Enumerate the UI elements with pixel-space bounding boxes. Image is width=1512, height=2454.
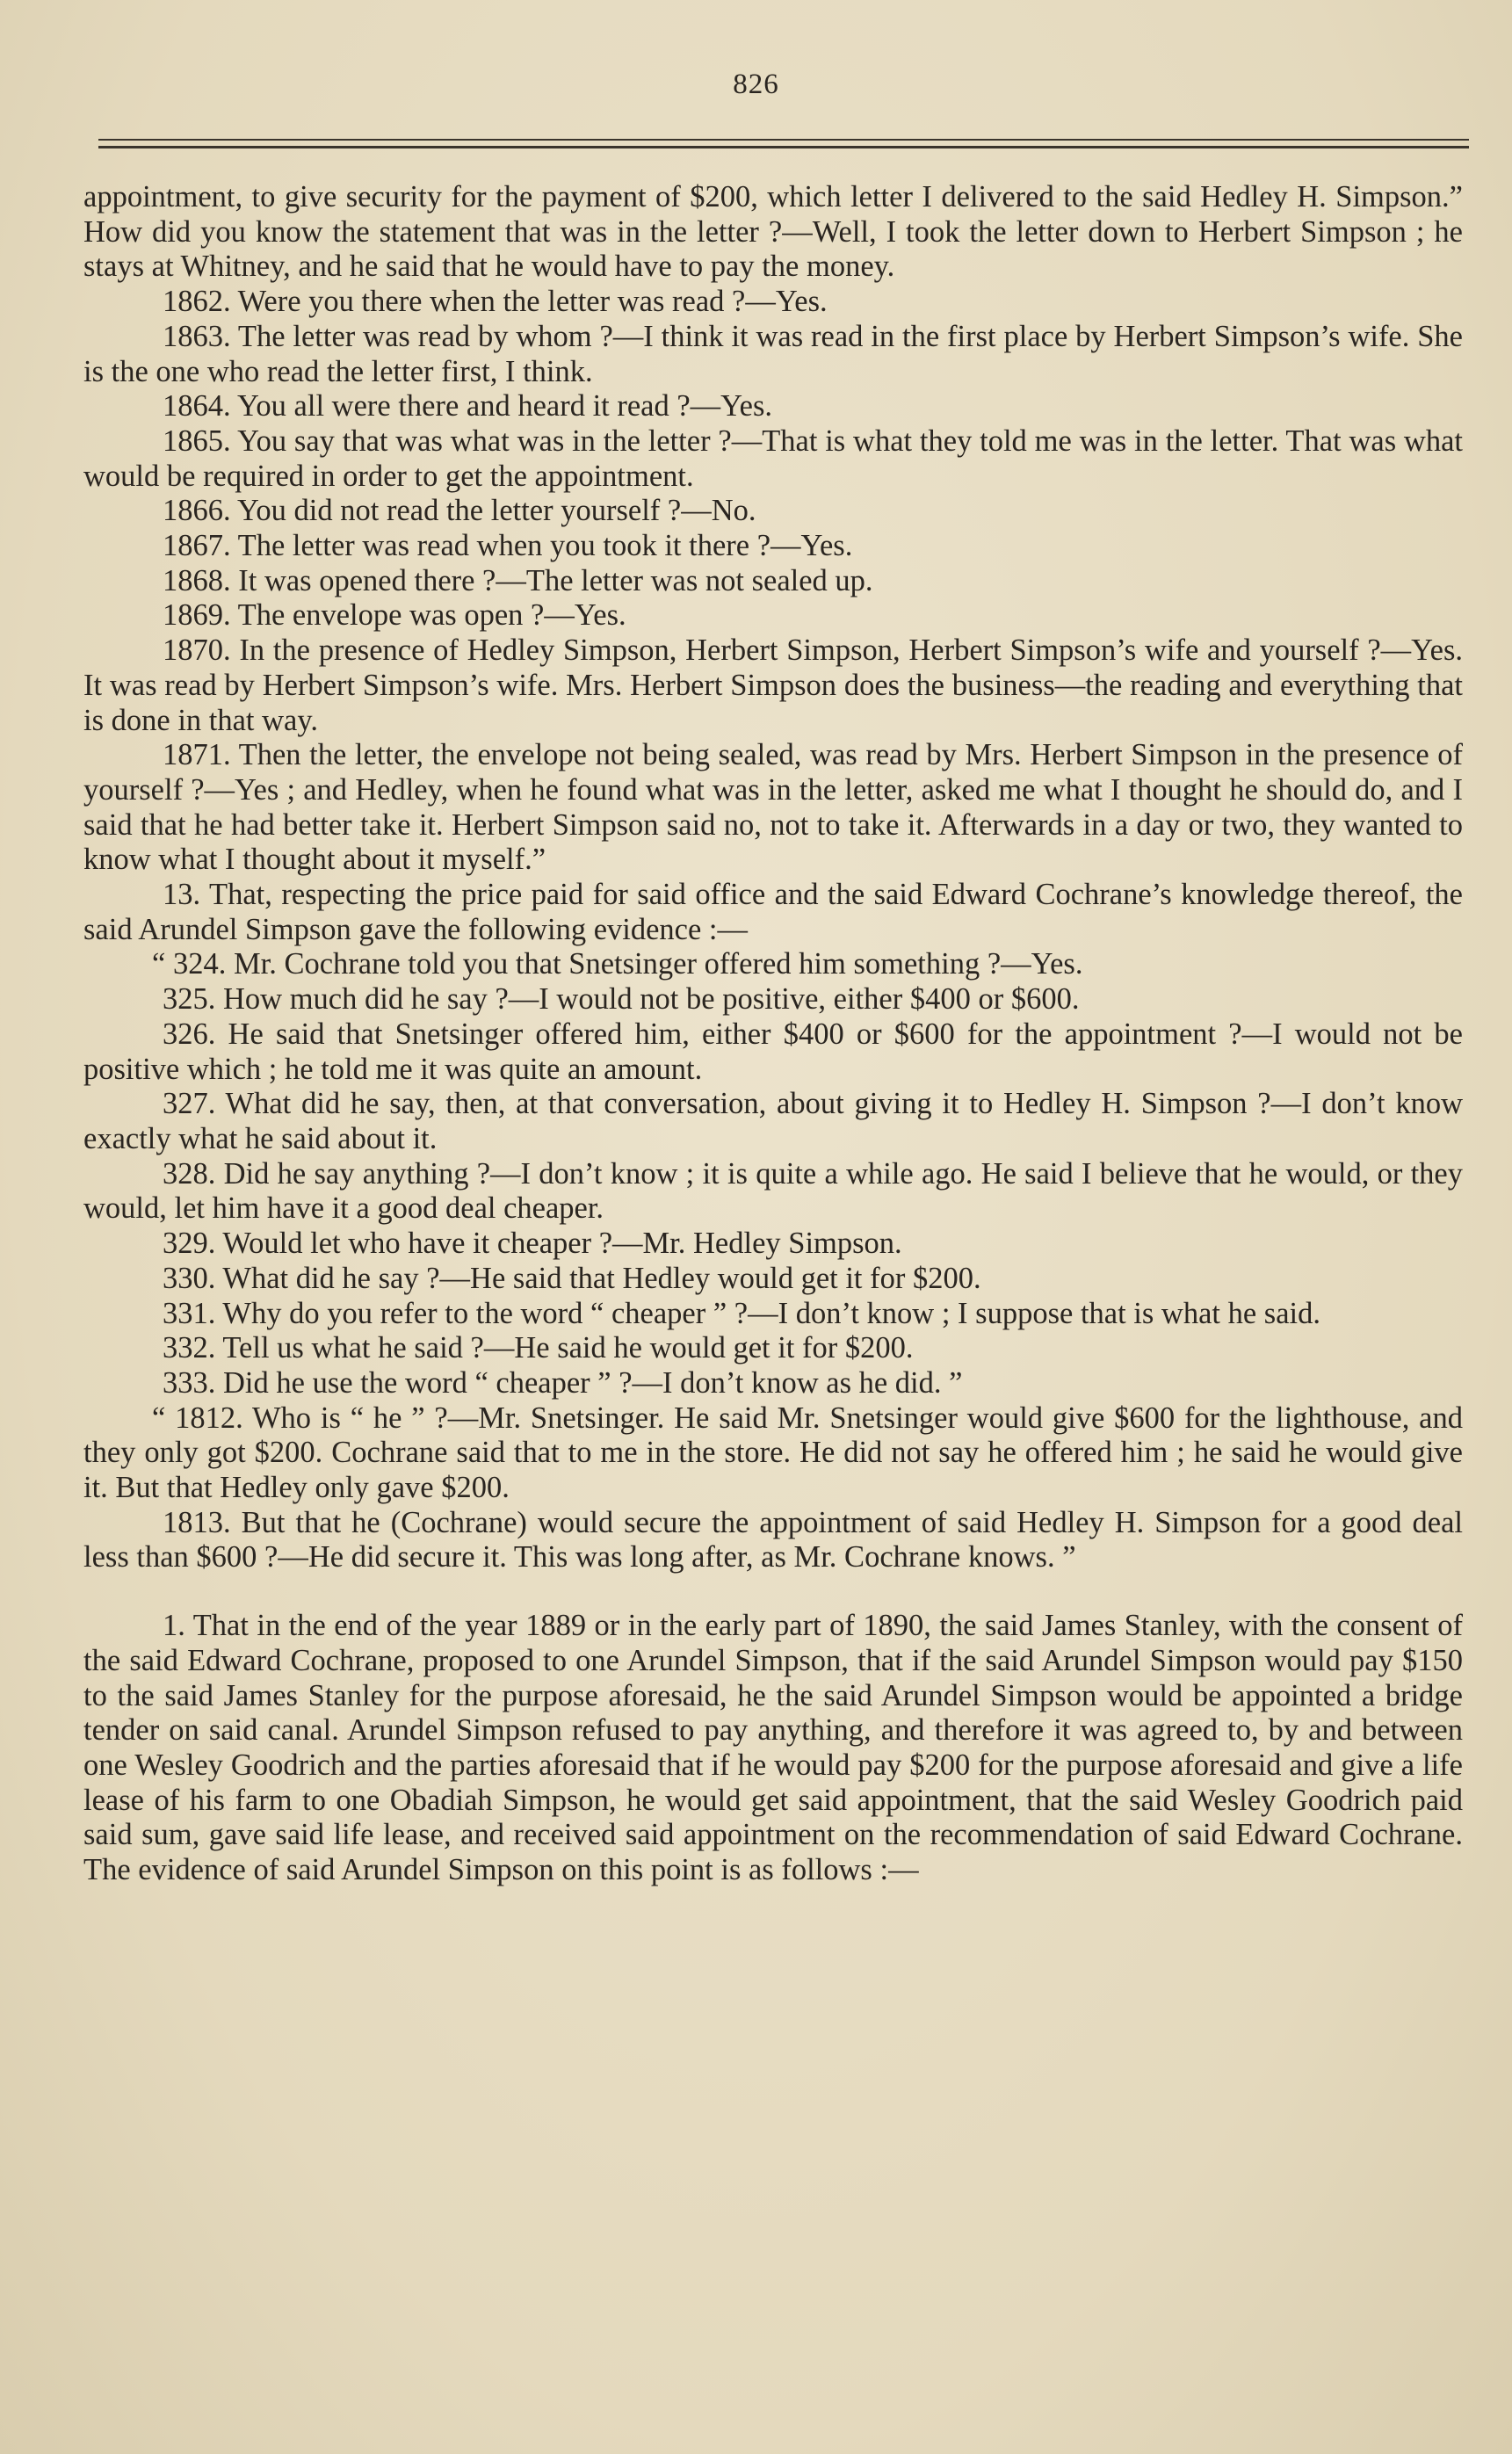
paragraph-1868: 1868. It was opened there ?—The letter was not sealed up. (163, 563, 873, 597)
paragraph-1865: 1865. You say that was what was in the letter ?—That is what they told me was in the letter. That was what would be required in order to get the appointment. (83, 423, 1463, 493)
paragraph-1866: 1866. You did not read the letter yourself ?—No. (163, 494, 756, 528)
paragraph-329: 329. Would let who have it cheaper ?—Mr. Hedley Simpson. (163, 1227, 902, 1261)
paragraph-333: 333. Did he use the word “ cheaper ” ?—I don’t know as he did. ” (163, 1365, 963, 1400)
paragraph-332: 332. Tell us what he said ?—He said he would get it for $200. (163, 1331, 914, 1365)
paragraph-continuation: appointment, to give security for the payment of $200, which letter I delivered to the said Hedley H. Simpson.” How did you know the statement that was in the letter ?—Well, I took the letter down to Herbert Simpson ; he stays at Whitney, and he said that he would have to pay the money. (83, 180, 1463, 284)
paragraph-1: 1. That in the end of the year 1889 or in the early part of 1890, the said James Stanley, with the consent of the said Edward Cochrane, proposed to one Arundel Simpson, that if the said Arundel Simpson would pay $150 to the said James Stanley for the purpose aforesaid, he the said Arundel Simpson would be appointed a bridge tender on said canal. Arundel Simpson refused to pay anything, and therefore it was agreed to, by and between one Wesley Goodrich and the parties aforesaid that if he would pay $200 for the purpose aforesaid and give a life lease of his farm to one Obadiah Simpson, he would get said appointment, that the said Wesley Goodrich paid said sum, gave said life lease, and received said appointment on the recommendation of said Edward Cochrane. The evidence of said Arundel Simpson on this point is as follows :— (83, 1609, 1463, 1887)
page-number: 826 (733, 69, 779, 100)
paragraph-1867: 1867. The letter was read when you took it there ?—Yes. (163, 529, 853, 563)
paragraph-328: 328. Did he say anything ?—I don’t know ; it is quite a while ago. He said I believe that he would, or they would, let him have it a good deal cheaper. (83, 1156, 1463, 1226)
paragraph-326: 326. He said that Snetsinger offered him, either $400 or $600 for the appointment ?—I would not be positive which ; he told me it was quite an amount. (83, 1017, 1463, 1086)
paragraph-1862: 1862. Were you there when the letter was read ?—Yes. (163, 285, 828, 319)
paragraph-330: 330. What did he say ?—He said that Hedley would get it for $200. (163, 1261, 981, 1295)
header-rule-thin (98, 139, 1469, 141)
paragraph-327: 327. What did he say, then, at that conversation, about giving it to Hedley H. Simpson ?—I don’t know exactly what he said about it. (83, 1087, 1463, 1155)
paragraph-1863: 1863. The letter was read by whom ?—I think it was read in the first place by Herbert Simpson’s wife. She is the one who read the letter first, I think. (83, 319, 1463, 388)
paragraph-1812: “ 1812. Who is “ he ” ?—Mr. Snetsinger. He said Mr. Snetsinger would give $600 for the lighthouse, and they only got $200. Cochrane said that to me in the store. He did not say he offered him ; he said he would give it. But that Hedley only gave $200. (83, 1401, 1463, 1505)
paragraph-1813: 1813. But that he (Cochrane) would secure the appointment of said Hedley H. Simpson for a good deal less than $600 ?—He did secure it. This was long after, as Mr. Cochrane knows. ” (83, 1505, 1463, 1574)
paragraph-1871: 1871. Then the letter, the envelope not being sealed, was read by Mrs. Herbert Simpson in the presence of yourself ?—Yes ; and Hedley, when he found what was in the letter, asked me what I thought he should do, and I said that he had better take it. Herbert Simpson said no, not to take it. Afterwards in a day or two, they wanted to know what I thought about it myself.” (83, 738, 1463, 877)
paragraph-1869: 1869. The envelope was open ?—Yes. (163, 598, 626, 633)
header-rule-thick (98, 146, 1469, 148)
paragraph-324: “ 324. Mr. Cochrane told you that Snetsinger offered him something ?—Yes. (152, 947, 1083, 981)
paragraph-331: 331. Why do you refer to the word “ cheaper ” ?—I don’t know ; I suppose that is what he said. (163, 1296, 1321, 1330)
paragraph-325: 325. How much did he say ?—I would not be positive, either $400 or $600. (163, 982, 1080, 1017)
paragraph-1864: 1864. You all were there and heard it read ?—Yes. (163, 389, 772, 423)
paragraph-1870: 1870. In the presence of Hedley Simpson, Herbert Simpson, Herbert Simpson’s wife and yourself ?—Yes. It was read by Herbert Simpson’s wife. Mrs. Herbert Simpson does the business—the reading and everything that is done in that way. (83, 633, 1463, 737)
body-text (83, 180, 1463, 1888)
paragraph-13: 13. That, respecting the price paid for said office and the said Edward Cochrane’s knowledge thereof, the said Arundel Simpson gave the following evidence :— (83, 878, 1463, 946)
